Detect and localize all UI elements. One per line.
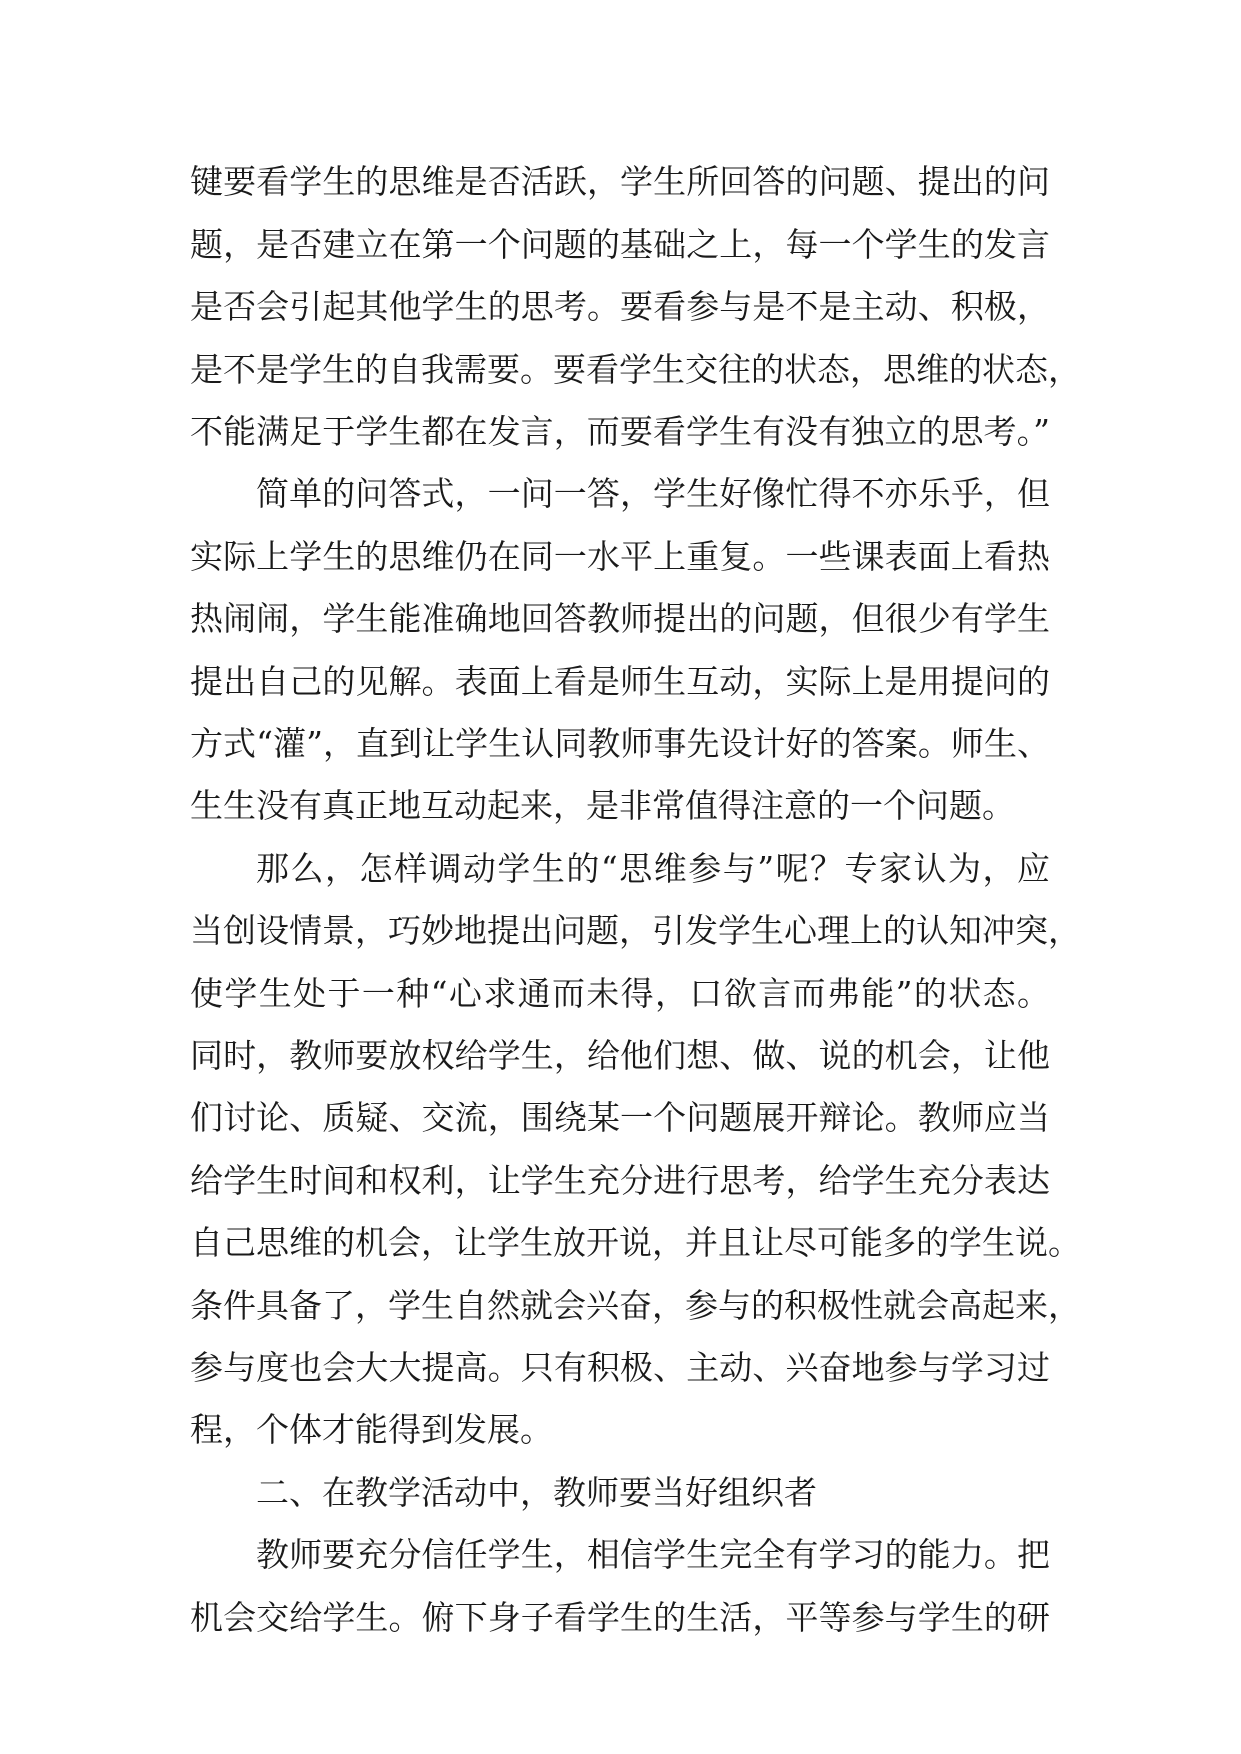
text-line: 是不是学生的自我需要。要看学生交往的状态，思维的状态， [190, 350, 1081, 389]
paragraph-first-line: 教师要充分信任学生，相信学生完全有学习的能力。把 [256, 1535, 1050, 1574]
text-line: 当创设情景，巧妙地提出问题，引发学生心理上的认知冲突， [190, 911, 1081, 950]
text-line: 程，个体才能得到发展。 [190, 1410, 553, 1449]
text-line: 题，是否建立在第一个问题的基础之上，每一个学生的发言 [190, 225, 1050, 264]
text-line: 机会交给学生。俯下身子看学生的生活，平等参与学生的研 [190, 1598, 1050, 1637]
text-line: 键要看学生的思维是否活跃，学生所回答的问题、提出的问 [190, 162, 1050, 201]
text-line: 不能满足于学生都在发言，而要看学生有没有独立的思考。” [190, 412, 1050, 451]
text-line: 提出自己的见解。表面上看是师生互动，实际上是用提问的 [190, 662, 1050, 701]
section-heading: 二、在教学活动中，教师要当好组织者 [256, 1473, 817, 1512]
text-line: 们讨论、质疑、交流，围绕某一个问题展开辩论。教师应当 [190, 1098, 1050, 1137]
text-line: 方式“灌”，直到让学生认同教师事先设计好的答案。师生、 [190, 724, 1050, 763]
text-line: 生生没有真正地互动起来，是非常值得注意的一个问题。 [190, 786, 1015, 825]
text-line: 自己思维的机会，让学生放开说，并且让尽可能多的学生说。 [190, 1223, 1081, 1262]
paragraph-first-line: 简单的问答式，一问一答，学生好像忙得不亦乐乎，但 [256, 474, 1050, 513]
text-line: 同时，教师要放权给学生，给他们想、做、说的机会，让他 [190, 1036, 1050, 1075]
paragraph-first-line: 那么，怎样调动学生的“思维参与”呢？专家认为，应 [256, 849, 1050, 888]
text-line: 给学生时间和权利，让学生充分进行思考，给学生充分表达 [190, 1161, 1050, 1200]
text-line: 参与度也会大大提高。只有积极、主动、兴奋地参与学习过 [190, 1348, 1050, 1387]
text-line: 使学生处于一种“心求通而未得，口欲言而弗能”的状态。 [190, 974, 1050, 1013]
text-line: 是否会引起其他学生的思考。要看参与是不是主动、积极， [190, 287, 1050, 326]
text-line: 条件具备了，学生自然就会兴奋，参与的积极性就会高起来， [190, 1286, 1081, 1325]
text-line: 热闹闹，学生能准确地回答教师提出的问题，但很少有学生 [190, 599, 1050, 638]
text-line: 实际上学生的思维仍在同一水平上重复。一些课表面上看热 [190, 537, 1050, 576]
